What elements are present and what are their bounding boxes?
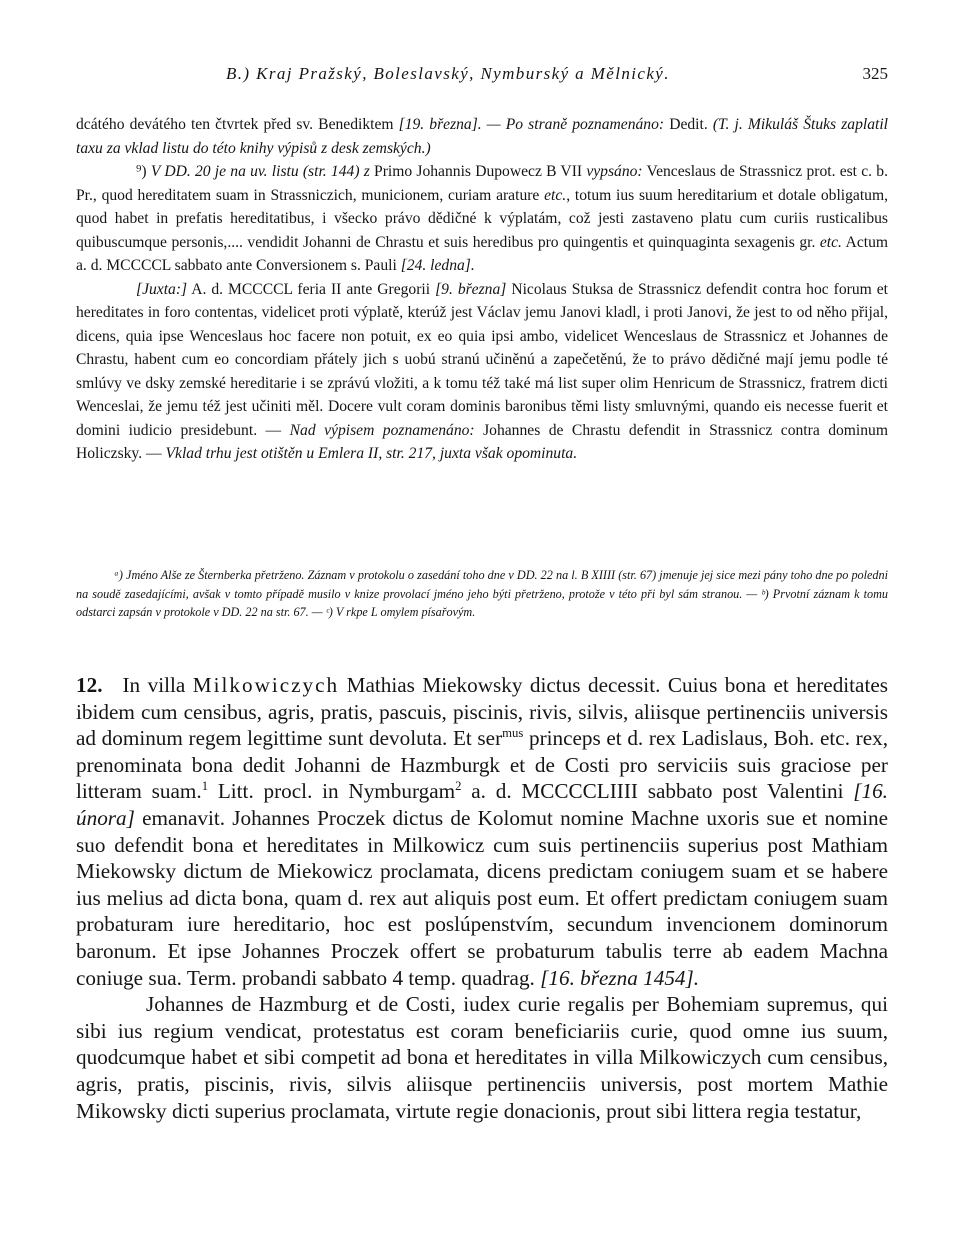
italic-run: etc. <box>819 233 842 251</box>
text-run: , totum ius suum hereditarium et dotale obligatum, quod habet in prefatis hereditatibus, i všecko právo dědičné k výplatám, což jesti zastaveno platu cum curiis rusticalibus quibuscumque personis,.... vendidit Johanni de Chrastu et suis heredibus pro quingentis et quinquaginta sexagenis gr. <box>76 186 888 251</box>
superscript: mus <box>502 726 524 741</box>
footnotes <box>76 566 888 622</box>
text-run: A. d. MCCCCL feria II ante Gregorii <box>187 280 436 298</box>
paragraph-continuation <box>76 113 888 160</box>
italic-run: [9. března] <box>435 280 507 298</box>
italic-run: etc. <box>544 186 567 204</box>
italic-run: vypsáno: <box>586 163 643 180</box>
italic-run: [19. března]. — Po straně poznamenáno: <box>398 116 665 133</box>
text-run: Mathias Miekowsky dictus decessit. Cuius bona et hereditates ibidem cum censibus, agris, pratis, pascuis, piscinis, rivis, silvis, aliisque pertinenciis universis ad dominum regem legittime sunt devoluta. Et ser <box>76 673 888 751</box>
text-run: Dedit. <box>664 116 713 133</box>
juxta-paragraph <box>76 278 888 466</box>
italic-run: [16. března 1454]. <box>540 965 700 990</box>
text-run: Venceslaus de Strassnicz prot. est c. b. Pr., quod hereditatem suam in Strassniczich, municionem, curiam arature <box>76 163 888 204</box>
text-run: dcátého devátého ten čtvrtek před sv. Benediktem <box>76 116 399 133</box>
text-run: Johannes de Chrastu defendit in Strassnicz contra dominum Holiczsky. — <box>76 421 888 462</box>
upper-text-block <box>76 113 888 466</box>
text-run: a. d. MCCCCLIIII sabbato post Valentini <box>461 779 854 804</box>
section-12 <box>76 672 888 1124</box>
page-number: 325 <box>862 64 888 83</box>
text-run: Nicolaus Stuksa de Strassnicz defendit contra hoc forum et hereditates in foro contentas, videlicet proti výplatě, kterúž jest Václav jemu Janovi kladl, i proti Janovi, že jest to od něho přijal, dicens, quia ipse Wenceslaus hoc facere non potuit, ex eo quia ipsi ambo, videlicet Wenceslaus de Strassnicz et Johannes de Chrastu, habent cum eo concordiam přátely jich s uobú stranú učiněnú a zapečetěnú, že to právo dědičné mají jemu podle té smlúvy ve dsky zemské hereditarie i se zprávú vložiti, a k tomu též také má list super olim Henricum de Strassnicz, fratrem dicti Wenceslai, že jemu též jest učiniti měl. Docere vult coram dominis baronibus těmi listy smluvnými, quando eis necesse fuerit et domini iudicio presidebunt. — <box>76 280 889 439</box>
section-paragraph <box>76 672 888 991</box>
italic-run: Vklad trhu jest otištěn u Emlera II, str. 217, juxta však opominuta. <box>165 445 578 462</box>
running-title: B.) Kraj Pražský, Boleslavský, Nymburský a Mělnický. <box>226 64 670 83</box>
italic-run: V DD. 20 je na uv. listu (str. 144) z <box>146 163 370 180</box>
note-paragraph <box>76 160 888 278</box>
text-run: Primo Johannis Dupowecz B VII <box>369 163 587 180</box>
text-run: In villa <box>122 673 193 697</box>
text-run: Litt. procl. in Nymburgam <box>208 779 456 804</box>
text-run: Actum a. d. MCCCCL sabbato ante Conversionem s. Pauli <box>76 233 888 274</box>
section-number: 12. <box>76 673 103 697</box>
note-marker: ⁹) <box>136 163 147 180</box>
page-header <box>76 64 888 88</box>
italic-run: [16. února] <box>76 779 888 830</box>
text-run: emanavit. Johannes Proczek dictus de Kolomut nomine Machne uxoris sue et nomine suo defendit bona et hereditates in Milkowicz cum suis pertinenciis superius post Mathiam Miekowsky dictum de Miekowicz proclamata, dicens predictam coniugem suam et se habere ius melius ad dicta bona, quam d. rex aut aliquis post eum. Et offert predictam coniugem suam probaturam iure hereditario, hoc est poslúpenstvím, secundum invencionem dominorum baronum. Et ipse Johannes Proczek offert se probaturum tabulis terre ab eadem Machna coniuge sua. Term. probandi sabbato 4 temp. quadrag. <box>76 805 888 990</box>
footnote-ref: 2 <box>455 779 462 794</box>
section-paragraph-2: Johannes de Hazmburg et de Costi, iudex curie regalis per Bohemiam supremus, qui sibi ius regium vendicat, protestatus est coram beneficiariis curie, quod omne ius suum, quodcumque habet et sibi competit ad bona et hereditates in villa Milkowiczych cum censibus, agris, pratis, piscinis, rivis, silvis aliisque pertinenciis universis, post mortem Mathie Mikowsky dicti superius proclamata, virtute regie donacionis, prout sibi littera regia testatur, <box>76 992 888 1123</box>
spaced-place-name: Milkowiczych <box>192 673 340 697</box>
italic-run: Nad výpisem poznamenáno: <box>289 421 475 439</box>
text-run: princeps et d. rex Ladislaus, Boh. etc. rex, prenominata bona dedit Johanni de Hazmburgk et de Costi pro serviciis suis graciose per litteram suam. <box>76 726 888 804</box>
italic-run: (T. j. Mikuláš Štuks zaplatil taxu za vklad listu do této knihy výpisů z desk zemských.) <box>76 116 889 157</box>
footnote-ref: 1 <box>201 779 209 794</box>
italic-run: [24. ledna]. <box>400 257 475 274</box>
italic-run: [Juxta:] <box>136 280 188 298</box>
footnote-text: ᵃ) Jméno Alše ze Šternberka přetrženo. Záznam v protokolu o zasedání toho dne v DD. 22 na l. B XIIII (str. 67) jmenuje jej sice mezi pány toho dne po poledni na soudě zasedajícími, avšak v tomto případě musilo v knize provolací jméno jeho býti přetrženo, protože v této při byl sám stranou. — ᵇ) Prvotní záznam k tomu odstarci zapsán v protokole v DD. 22 na str. 67. — ᶜ) V rkpe L omylem písařovým. <box>76 568 888 619</box>
